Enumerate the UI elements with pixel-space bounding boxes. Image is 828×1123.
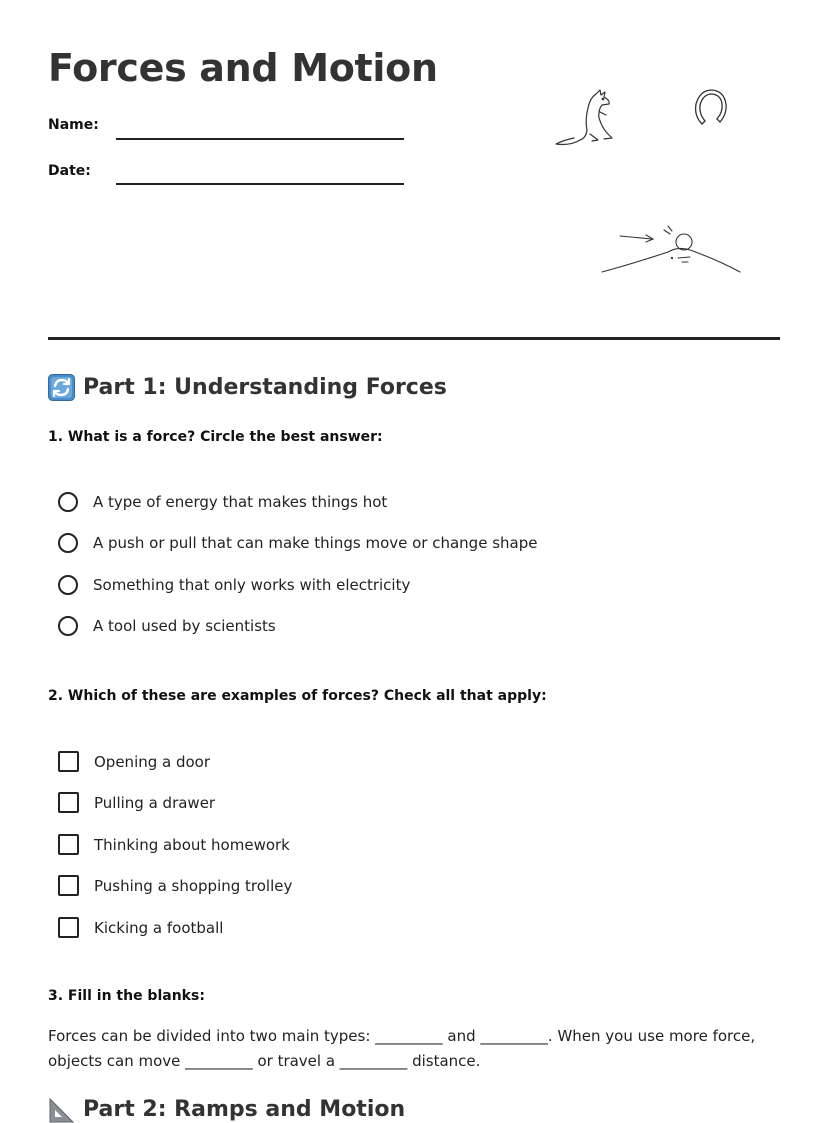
radio-button[interactable] xyxy=(58,492,78,512)
fill-in-blanks-text: Forces can be divided into two main types: _________ and _________. When you use more force, objects can move _________ or travel a _________ distance. xyxy=(48,1027,756,1070)
part2-title: Part 2: Ramps and Motion xyxy=(83,1097,406,1122)
cycle-arrows-icon xyxy=(48,374,75,401)
part1-heading xyxy=(48,374,447,401)
option-label: Kicking a football xyxy=(94,918,224,937)
date-label: Date: xyxy=(48,163,91,179)
checkbox[interactable] xyxy=(58,792,79,813)
question-3: 3. Fill in the blanks: xyxy=(48,988,205,1004)
q2-option-5[interactable] xyxy=(58,917,223,938)
part1-title: Part 1: Understanding Forces xyxy=(83,375,447,400)
option-label: Something that only works with electricity xyxy=(93,576,411,594)
q1-option-3[interactable] xyxy=(58,575,410,595)
option-label: A tool used by scientists xyxy=(93,617,276,635)
question-1: 1. What is a force? Circle the best answer: xyxy=(48,429,383,445)
checkbox[interactable] xyxy=(58,751,79,772)
checkbox[interactable] xyxy=(58,875,79,896)
option-label: Opening a door xyxy=(94,752,211,771)
q1-option-4[interactable] xyxy=(58,616,276,636)
ball-on-hill-doodle xyxy=(598,224,744,278)
option-label: A push or pull that can make things move or change shape xyxy=(93,534,538,552)
radio-button[interactable] xyxy=(58,616,78,636)
radio-button[interactable] xyxy=(58,575,78,595)
q1-option-1[interactable] xyxy=(58,492,387,512)
q2-option-4[interactable] xyxy=(58,875,292,896)
page-title: Forces and Motion xyxy=(48,46,438,90)
kangaroo-doodle xyxy=(552,88,618,148)
name-label: Name: xyxy=(48,117,99,133)
q2-option-1[interactable] xyxy=(58,751,210,772)
checkbox[interactable] xyxy=(58,834,79,855)
triangle-ruler-icon xyxy=(48,1096,75,1123)
question-2: 2. Which of these are examples of forces? Check all that apply: xyxy=(48,688,547,704)
horseshoe-doodle xyxy=(690,86,732,128)
checkbox[interactable] xyxy=(58,917,79,938)
option-label: Thinking about homework xyxy=(94,835,290,854)
option-label: A type of energy that makes things hot xyxy=(93,493,388,511)
date-field[interactable] xyxy=(116,183,404,185)
option-label: Pulling a drawer xyxy=(94,793,216,812)
part2-heading xyxy=(48,1096,405,1123)
option-label: Pushing a shopping trolley xyxy=(94,876,293,895)
q1-option-2[interactable] xyxy=(58,533,537,553)
header-divider xyxy=(48,337,780,340)
name-field[interactable] xyxy=(116,138,404,140)
q2-option-3[interactable] xyxy=(58,834,290,855)
q2-option-2[interactable] xyxy=(58,792,215,813)
radio-button[interactable] xyxy=(58,533,78,553)
